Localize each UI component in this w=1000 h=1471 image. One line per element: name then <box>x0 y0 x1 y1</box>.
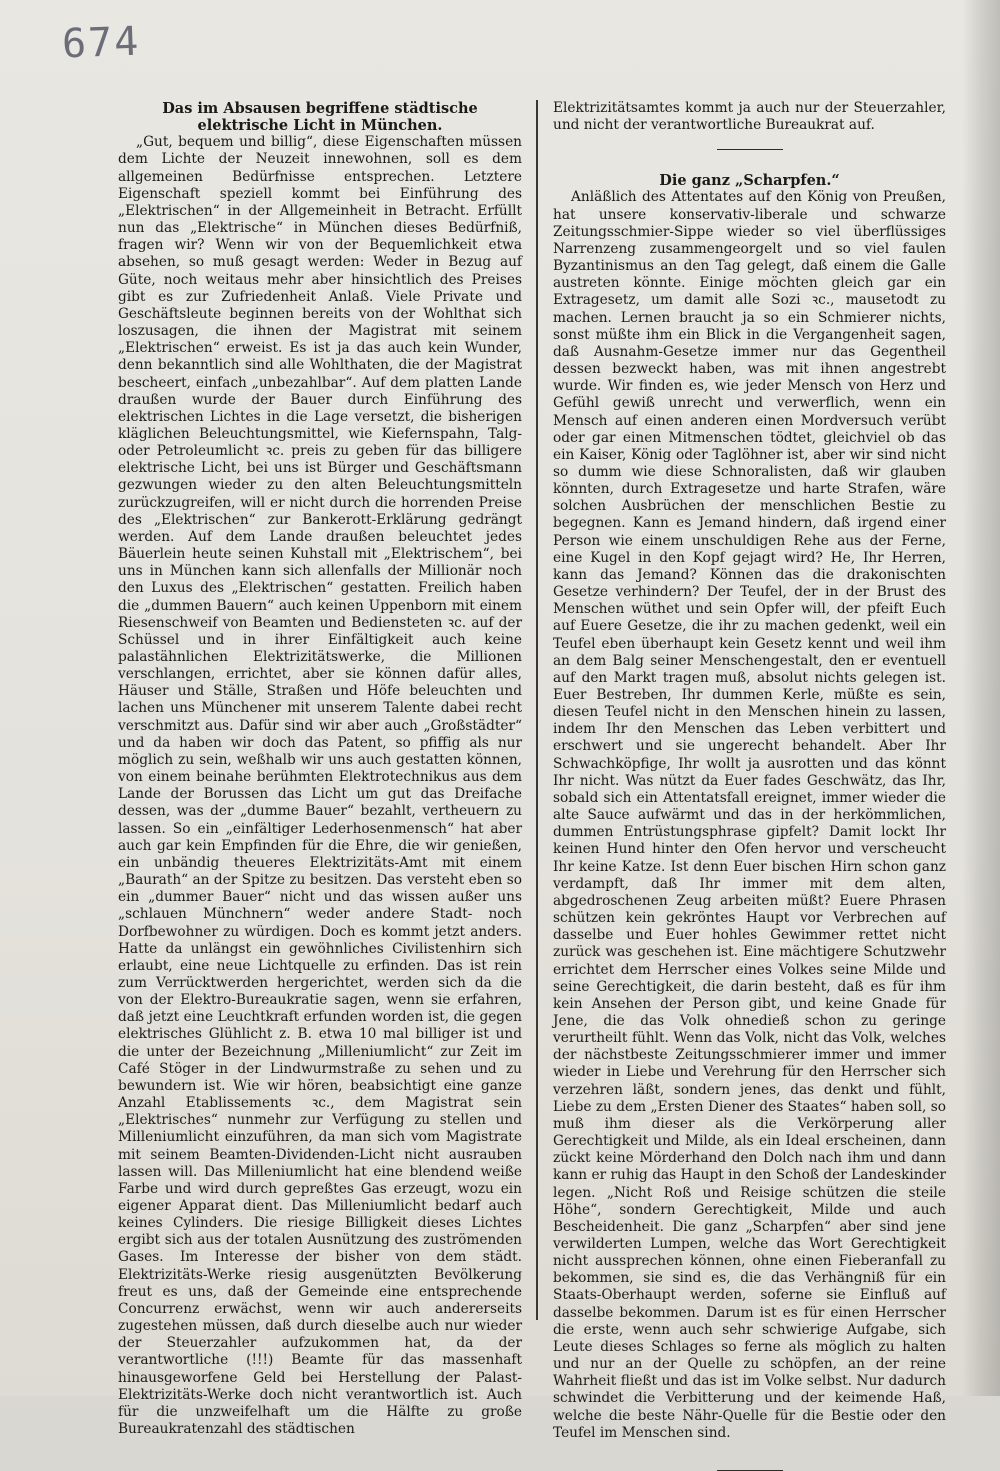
article-body-electric-light: „Gut, bequem und billig“, diese Eigenschaften müssen dem Lichte der Neuzeit innewohnen, soll es dem allgemeinen Bedürfnisse entsprechen. Letztere Eigenschaft speziell kommt bei Einführung des „Elektrischen“ in der Allgemeinheit in Betracht. Erfüllt nun das „Elektrische“ in München dieses Bedürfniß, fragen wir? Wenn wir von der Bequemlichkeit etwa absehen, so muß gesagt werden: Weder in Bezug auf Güte, noch weitaus mehr aber hinsichtlich des Preises gibt es zur Zufriedenheit Anlaß. Viele Private und Geschäftsleute beginnen bereits von der Wohlthat sich loszusagen, die ihnen der Magistrat mit seinem „Elektrischen“ erweist. Es ist ja das auch kein Wunder, denn bekanntlich sind alle Wohlthaten, die der Magistrat bescheert, einfach „unbezahlbar“. Auf dem platten Lande draußen wurde der Bauer durch Einführung des elektrischen Lichtes in die Lage versetzt, die bisherigen kläglichen Beleuchtungsmittel, wie Kiefernspahn, Talg- oder Petroleumlicht ꝛc. preis zu geben für das billigere elektrische Licht, bei uns ist Bürger und Geschäftsmann gezwungen wieder zu den alten Beleuchtungsmitteln zurückzugreifen, will er nicht durch die horrenden Preise des „Elektrischen“ zur Bankerott-Erklärung gedrängt werden. Auf dem Lande draußen beleuchtet jedes Bäuerlein heute seinen Kuhstall mit „Elektrischem“, bei uns in München kann sich allenfalls der Millionär noch den Luxus des „Elektrischen“ gestatten. Freilich haben die „dummen Bauern“ auch keinen Uppenborn mit einem Riesenschweif von Beamten und Bediensteten ꝛc. auf der Schüssel und in ihrer Einfältigkeit auch keine palastähnlichen Elektrizitätswerke, die Millionen verschlangen, errichtet, aber sie können dafür alles, Häuser und Ställe, Straßen und Höfe beleuchten und lachen uns Münchener mit unserem Talente dabei recht verschmitzt aus. Dafür sind wir aber auch „Großstädter“ und da haben wir doch das Patent, so pfiffig als nur möglich zu sein, weßhalb wir uns auch gestatten können, von einem beinahe berühmten Elektrotechnikus aus dem Lande der Borussen das Licht um gut das Dreifache dessen, was der „dumme Bauer“ bezahlt, vertheuern zu lassen. So ein „einfältiger Lederhosenmensch“ hat aber auch gar kein Empfinden für die Ehre, die wir genießen, ein unbändig theueres Elektrizitäts-Amt mit einem „Baurath“ an der Spitze zu besitzen. Das versteht eben so ein „dummer Bauer“ nicht und das wissen außer uns „schlauen Münchnern“ weder andere Stadt- noch Dorfbewohner zu würdigen. Doch es kommt jetzt anders. Hatte da unlängst ein gewöhnliches Civilistenhirn sich erlaubt, eine neue Lichtquelle zu erfinden. Das ist rein zum Verrücktwerden hergerichtet, werden sich da die von der Elektro-Bureaukratie sagen, wenn sie erfahren, daß jetzt eine Leuchtkraft erfunden worden ist, die gegen elektrisches Glühlicht z. B. etwa 10 mal billiger ist und die unter der Bezeichnung „Milleniumlicht“ zur Zeit im Café Stöger in der Lindwurmstraße zu sehen und zu bewundern ist. Wie wir hören, beabsichtigt eine ganze Anzahl Etablissements ꝛc., dem Magistrat sein „Elektrisches“ nunmehr zur Verfügung zu stellen und Milleniumlicht einzuführen, da man sich vom Magistrate mit seinem Beamten-Dividenden-Licht nicht ausrauben lassen will. Das Milleniumlicht hat eine blendend weiße Farbe und wird durch gepreßtes Gas erzeugt, wozu ein eigener Apparat dient. Das Milleniumlicht bedarf auch keines Cylinders. Die riesige Billigkeit dieses Lichtes ergibt sich aus der totalen Ausnützung des zuströmenden Gases. Im Interesse der bisher von dem städt. Elektrizitäts-Werke riesig ausgenützten Bevölkerung freut es uns, daß der Gemeinde eine entsprechende Concurrenz erwächst, wenn wir auch andererseits zugestehen müssen, daß durch dieselbe auch nur wieder der Steuerzahler aufzukommen hat, da der verantwortliche (!!!) Beamte für das massenhaft hinausgeworfene Geld bei Herstellung der Palast-Elektrizitäts-Werke doch nicht verantwortlich ist. Auch für die unzweifelhaft um die Hälfte zu große Bureaukratenzahl des städtischen <box>118 134 522 1438</box>
column-divider <box>536 100 538 1320</box>
page-edge-shadow <box>962 0 1000 1396</box>
left-column <box>118 100 522 1438</box>
section-separator <box>717 149 783 150</box>
right-column <box>553 100 946 1471</box>
article-continuation: Elektrizitätsamtes kommt ja auch nur der Steuerzahler, und nicht der verantwortliche Bureaukrat auf. <box>553 100 946 134</box>
article-title-electric-light: Das im Absausen begriffene städtische elektrische Licht in München. <box>162 100 478 135</box>
article-title-scharpfen: Die ganz „Scharpfen.“ <box>659 172 840 190</box>
article-body-scharpfen: Anläßlich des Attentates auf den König von Preußen, hat unsere konservativ-liberale und schwarze Zeitungsschmier-Sippe wieder so viel überflüssiges Narrenzeng zusammengeorgelt und so viel faulen Byzantinismus an den Tag gelegt, daß einem die Galle austreten könnte. Einige möchten gleich gar ein Extragesetz, um damit alle Sozi ꝛc., mausetodt zu machen. Lernen braucht ja so ein Schmierer nichts, sonst müßte ihm ein Blick in die Vergangenheit sagen, daß Ausnahm-Gesetze immer nur das Gegentheil dessen bezweckt haben, was mit ihnen angestrebt wurde. Wir finden es, wie jeder Mensch von Herz und Gefühl gewiß unrecht und verwerflich, wenn ein Mensch auf einen anderen einen Mordversuch verübt oder gar einen Mitmenschen tödtet, gleichviel ob das ein Kaiser, König oder Taglöhner ist, aber wir sind nicht so dumm wie diese Schnoralisten, daß wir glauben könnten, durch Extragesetze und harte Strafen, wäre solchen Ausbrüchen der menschlichen Bestie zu begegnen. Kann es Jemand hindern, daß irgend einer Person wie einem unschuldigen Rehe aus der Ferne, eine Kugel in den Kopf gejagt wird? He, Ihr Herren, kann das Jemand? Können das die drakonischten Gesetze verhindern? Der Teufel, der in der Brust des Menschen wüthet und sein Opfer will, der pfeift Euch auf Euere Gesetze, die ihr zu machen gedenkt, weil ein Teufel eben überhaupt kein Gesetz kennt und weil ihm an dem Balg seiner Menschengestalt, den er eventuell auf den Markt tragen muß, absolut nichts gelegen ist. Euer Bestreben, Ihr dummen Kerle, müßte es sein, diesen Teufel nicht in den Menschen hinein zu lassen, indem Ihr den Menschen das Leben verbittert und erschwert und sie ungerecht behandelt. Aber Ihr Schwachköpfige, Ihr wollt ja ausrotten und das könnt Ihr nicht. Was nützt da Euer fades Geschwätz, das Ihr, sobald sich ein Attentatsfall ereignet, immer wieder die alte Sauce aufwärmt und das in der herkömmlichen, dummen Entrüstungsphrase gipfelt? Damit lockt Ihr keinen Hund hinter den Ofen hervor und verscheucht Ihr keine Katze. Ist denn Euer bischen Hirn schon ganz verdampft, daß Ihr immer mit dem alten, abgedroschenen Zeug arbeiten müßt? Euere Phrasen schützen kein gekröntes Haupt vor Verbrechen auf dasselbe und Euer hohles Gewimmer rettet nicht zurück was geschehen ist. Eine mächtigere Schutzwehr errichtet dem Herrscher eines Volkes seine Milde und seine Gerechtigkeit, die darin besteht, daß es für ihm kein Ansehen der Person gibt, und keine Gnade für Jene, die das Volk ohnedieß schon zu geringe verurtheilt fühlt. Wenn das Volk, nicht das Volk, welches der nächstbeste Zeitungsschmierer immer und immer wieder in Liebe und Verehrung für den Herrscher sich verzehren läßt, sondern jenes, das denkt und fühlt, Liebe zu dem „Ersten Diener des Staates“ haben soll, so muß ihm dieser als die Verkörperung aller Gerechtigkeit und Milde, als ein Ideal erscheinen, dann zückt keine Mörderhand den Dolch nach ihm und dann kann er ruhig das Haupt in den Schoß der Landeskinder legen. „Nicht Roß und Reisige schützen die steile Höhe“, sondern Gerechtigkeit, Milde und auch Bescheidenheit. Die ganz „Scharpfen“ aber sind jene verwilderten Lumpen, welche das Wort Gerechtigkeit nicht aussprechen können, ohne einen Fieberanfall zu bekommen, sie sind es, die das Verhängniß für ein Staats-Oberhaupt werden, soferne sie Einfluß auf dasselbe bekommen. Darum ist es für einen Herrscher die erste, wenn auch sehr schwierige Aufgabe, sich Leute dieses Schlages so ferne als möglich zu halten und nur an der Quelle zu schöpfen, an der reine Wahrheit fließt und das ist im Volke selbst. Nur dadurch schwindet die Verbitterung und der keimende Haß, welche die beste Nähr-Quelle für die Bestie oder den Teufel im Menschen sind. <box>553 189 946 1441</box>
page-number: 674 <box>61 18 142 68</box>
